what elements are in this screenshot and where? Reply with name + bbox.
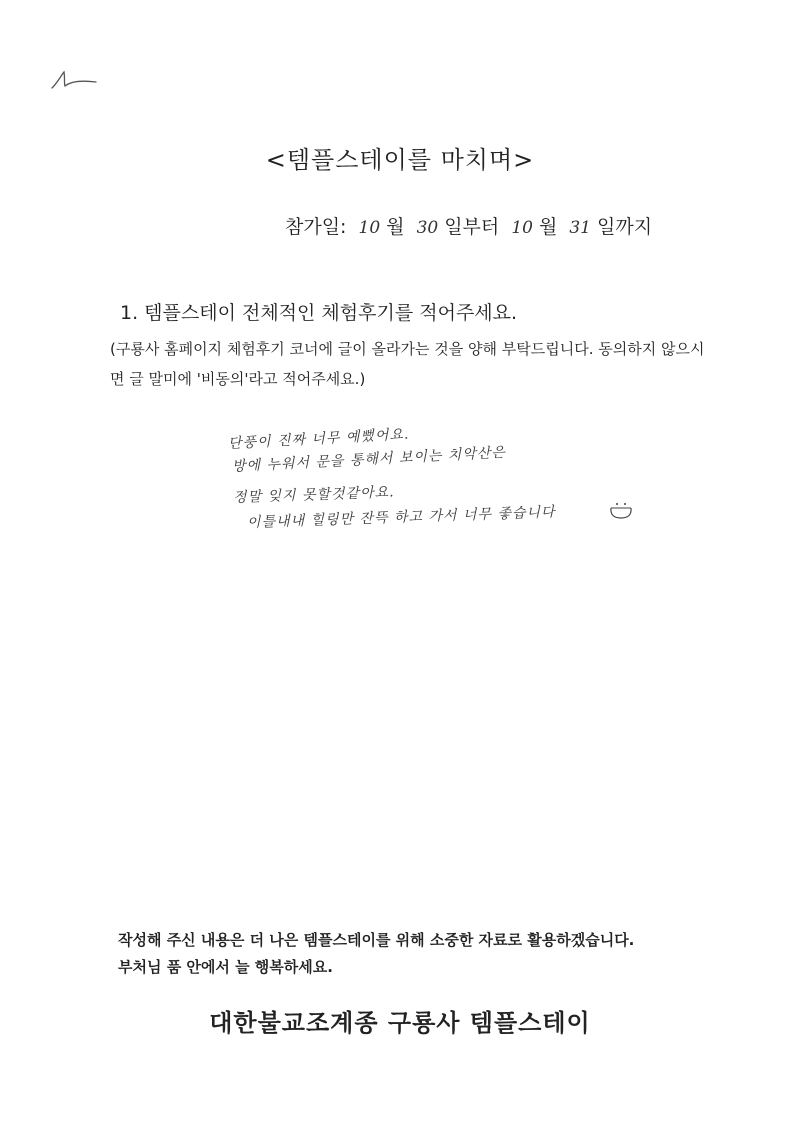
consent-note: (구룡사 홈페이지 체험후기 코너에 글이 올라가는 것을 양해 부탁드립니다. 동의하지 않으시면 글 말미에 '비동의'라고 적어주세요.): [110, 340, 705, 388]
month-unit-end: 월: [538, 216, 558, 238]
footer-thanks-text: 작성해 주신 내용은 더 나은 템플스테이를 위해 소중한 자료로 활용하겠습니다.: [118, 931, 635, 949]
smiley-face-icon: [608, 500, 634, 520]
question-1: 1. 템플스테이 전체적인 체험후기를 적어주세요.: [120, 302, 518, 324]
handwritten-line-1: 단풍이 진짜 너무 예뻤어요.: [227, 426, 410, 452]
end-month-value: 10: [511, 218, 533, 238]
end-day-value: 31: [569, 218, 591, 238]
organization-name: 대한불교조계종 구룡사 템플스테이: [209, 1009, 591, 1037]
start-day-value: 30: [416, 218, 439, 238]
footer-blessing-text: 부처님 품 안에서 늘 행복하세요.: [118, 958, 333, 976]
handwritten-line-3: 정말 잊지 못할것같아요.: [232, 484, 395, 506]
date-label: 참가일:: [285, 216, 347, 238]
to-text: 일까지: [597, 216, 653, 238]
from-text: 일부터: [444, 216, 500, 238]
participation-date-line: [285, 212, 652, 239]
month-unit-start: 월: [386, 216, 405, 238]
start-month-value: 10: [358, 218, 381, 238]
page-title: <템플스테이를 마치며>: [265, 146, 535, 174]
corner-scribble-mark: [50, 66, 100, 92]
handwritten-line-2: 방에 누워서 문을 통해서 보이는 치악산은: [231, 444, 507, 475]
handwritten-line-4: 이틀내내 힐링만 잔뜩 하고 가서 너무 좋습니다: [246, 504, 556, 531]
